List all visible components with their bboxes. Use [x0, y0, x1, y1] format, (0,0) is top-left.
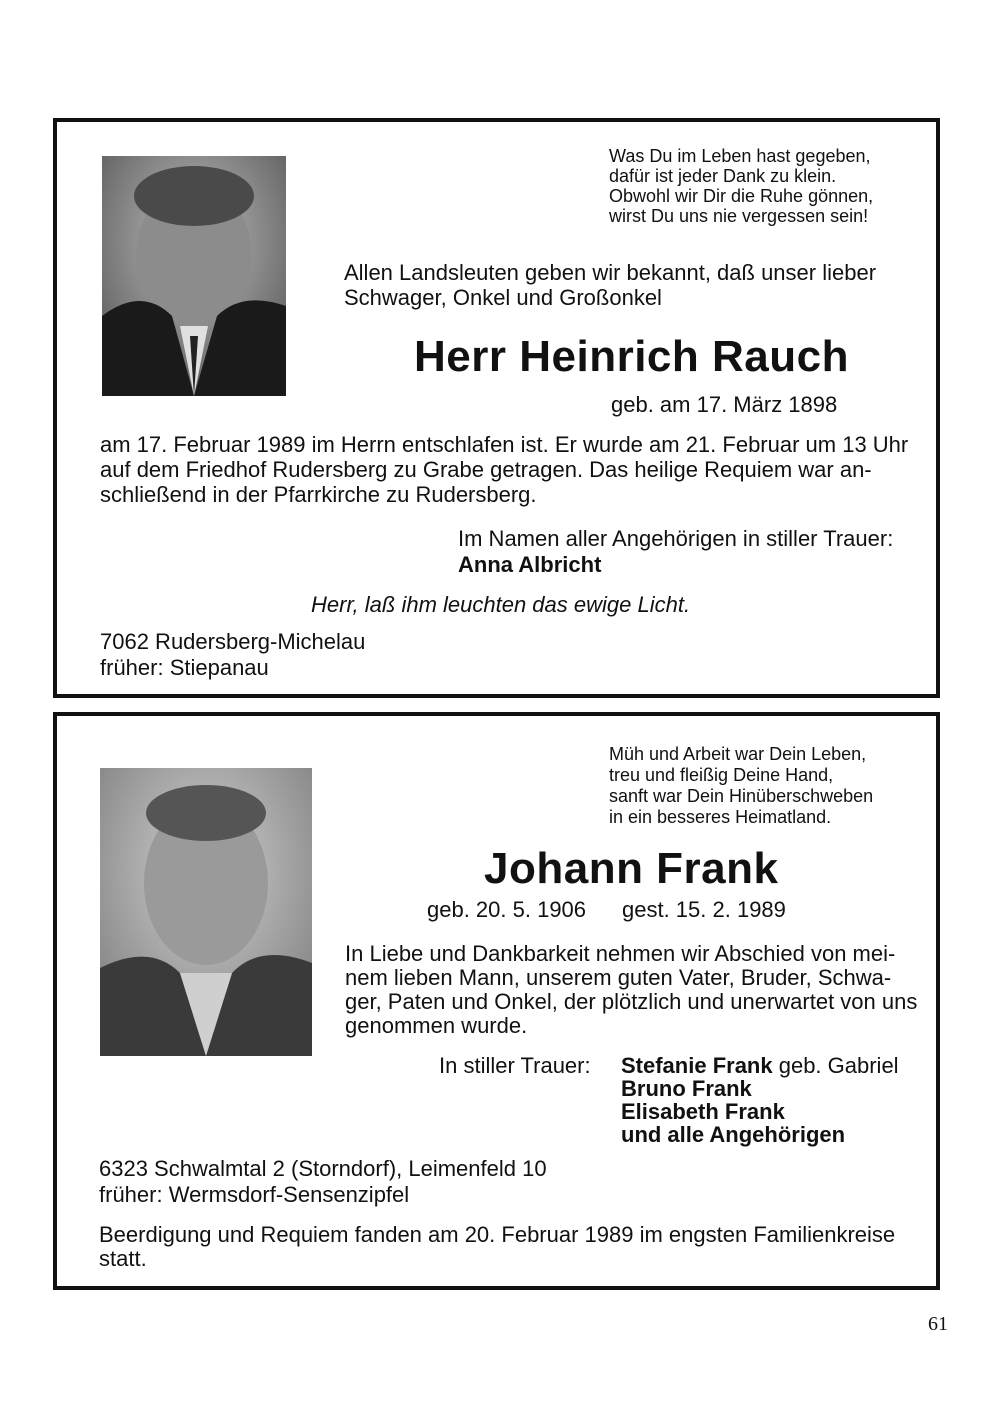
- mourner-maiden-name: geb. Gabriel: [772, 1053, 899, 1078]
- poem-line: Müh und Arbeit war Dein Leben,: [609, 744, 867, 764]
- funeral-line: statt.: [99, 1246, 147, 1271]
- mourner-name: Elisabeth Frank: [621, 1099, 785, 1124]
- portrait-photo-heinrich-rauch: [102, 156, 286, 396]
- deceased-name: Johann Frank: [484, 844, 779, 893]
- poem-line: sanft war Dein Hinüberschweben: [609, 786, 874, 806]
- address-line: früher: Stiepanau: [100, 655, 269, 680]
- mourning-label: In stiller Trauer:: [439, 1053, 591, 1078]
- intro-line: Schwager, Onkel und Großonkel: [344, 285, 662, 310]
- poem-line: treu und fleißig Deine Hand,: [609, 765, 834, 785]
- mourner-name: Anna Albricht: [458, 552, 602, 577]
- poem-line: in ein besseres Heimatland.: [609, 807, 832, 827]
- address-line: früher: Wermsdorf-Sensenzipfel: [99, 1182, 410, 1207]
- body-line: auf dem Friedhof Rudersberg zu Grabe getragen. Das heilige Requiem war an-: [100, 457, 872, 482]
- intro-line: Allen Landsleuten geben wir bekannt, daß unser lieber: [344, 260, 877, 285]
- birth-date: geb. 20. 5. 1906: [427, 897, 587, 922]
- mourner-name: Stefanie Frank: [621, 1053, 773, 1078]
- birth-date: geb. am 17. März 1898: [611, 392, 838, 417]
- body-line: ger, Paten und Onkel, der plötzlich und unerwartet von uns: [345, 989, 918, 1014]
- prayer: Herr, laß ihm leuchten das ewige Licht.: [311, 592, 691, 617]
- mourner-line: [621, 1054, 899, 1078]
- address-line: 6323 Schwalmtal 2 (Storndorf), Leimenfeld 10: [99, 1156, 547, 1181]
- poem-line: wirst Du uns nie vergessen sein!: [609, 206, 869, 226]
- body-line: nem lieben Mann, unserem guten Vater, Bruder, Schwa-: [345, 965, 892, 990]
- poem-line: Obwohl wir Dir die Ruhe gönnen,: [609, 186, 874, 206]
- page-number: 61: [928, 1313, 948, 1335]
- body-line: schließend in der Pfarrkirche zu Rudersberg.: [100, 482, 537, 507]
- portrait-photo-johann-frank: [100, 768, 312, 1056]
- mourner-name: Bruno Frank: [621, 1076, 752, 1101]
- poem-line: dafür ist jeder Dank zu klein.: [609, 166, 837, 186]
- death-date: gest. 15. 2. 1989: [622, 897, 786, 922]
- poem-line: Was Du im Leben hast gegeben,: [609, 146, 871, 166]
- body-line: genommen wurde.: [345, 1013, 528, 1038]
- mourner-name: und alle Angehörigen: [621, 1122, 846, 1147]
- deceased-name: Herr Heinrich Rauch: [414, 332, 849, 381]
- mourning-line: Im Namen aller Angehörigen in stiller Trauer:: [458, 526, 894, 551]
- body-line: In Liebe und Dankbarkeit nehmen wir Abschied von mei-: [345, 941, 896, 966]
- address-line: 7062 Rudersberg-Michelau: [100, 629, 366, 654]
- funeral-line: Beerdigung und Requiem fanden am 20. Februar 1989 im engsten Familienkreise: [99, 1222, 896, 1247]
- body-line: am 17. Februar 1989 im Herrn entschlafen ist. Er wurde am 21. Februar um 13 Uhr: [100, 432, 909, 457]
